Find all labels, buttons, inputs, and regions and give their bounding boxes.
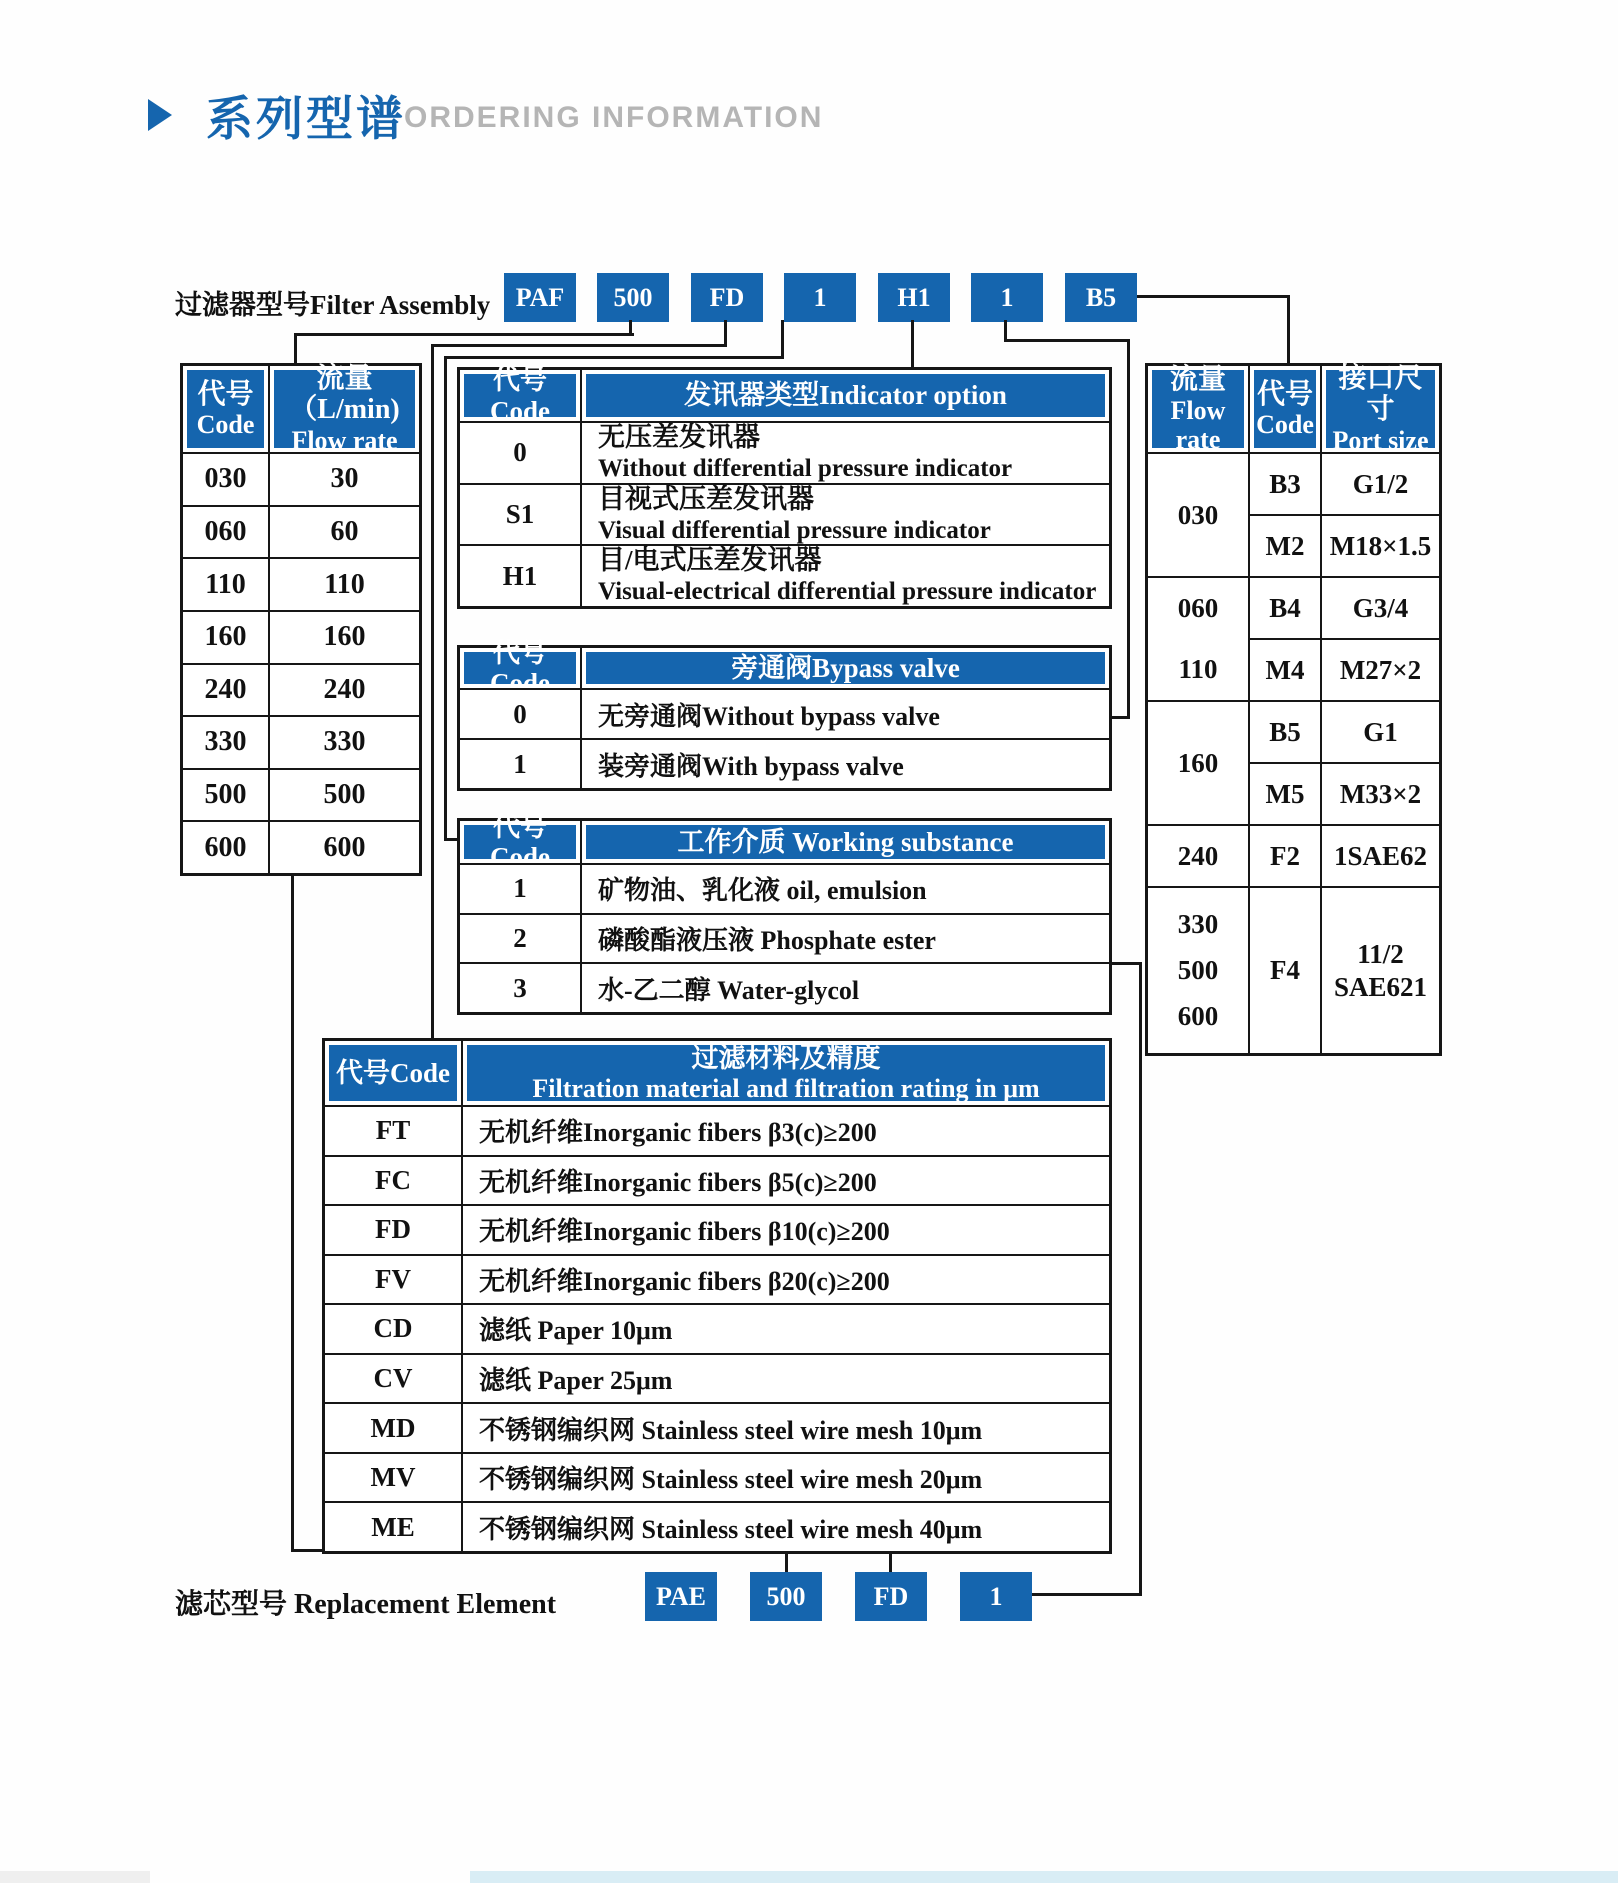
table-cell: B4	[1248, 576, 1320, 638]
flow-rate-table	[180, 363, 422, 876]
table-cell: ME	[325, 1501, 461, 1551]
table-cell: 500	[183, 768, 268, 821]
table-cell: 矿物油、乳化液 oil, emulsion	[580, 863, 1109, 913]
indicator-option-table	[457, 367, 1112, 609]
table-cell: FD	[325, 1204, 461, 1254]
table-cell: 240	[183, 663, 268, 716]
table-cell: 330	[268, 715, 419, 768]
table-cell: 无旁通阀Without bypass valve	[580, 688, 1109, 738]
connector-element-substance	[1139, 962, 1142, 1596]
assembly-code-bypass: 1	[971, 273, 1043, 322]
table-cell: 目/电式压差发讯器 Visual-electrical differential pressure indicator	[580, 544, 1109, 606]
filter-assembly-label-en: Filter Assembly	[310, 290, 491, 320]
table-cell: M27×2	[1320, 638, 1439, 700]
connector-filtration	[431, 347, 434, 1040]
filtration-material-table	[322, 1038, 1112, 1554]
connector-flow	[294, 336, 297, 365]
footer-strip-blue	[470, 1871, 1618, 1883]
table-cell: 1	[460, 863, 580, 913]
connector-bypass	[1127, 339, 1130, 719]
assembly-code-port: B5	[1065, 273, 1137, 322]
table-cell: 1SAE62	[1320, 824, 1439, 886]
connector-element-substance	[1110, 962, 1142, 965]
table-cell: 目视式压差发讯器 Visual differential pressure indicator	[580, 483, 1109, 545]
port-table-header-port: 接口尺寸 Port size	[1320, 366, 1439, 452]
table-cell: 无机纤维Inorganic fibers β3(c)≥200	[461, 1105, 1109, 1155]
connector-indicator	[911, 320, 914, 369]
table-cell: 30	[268, 452, 419, 505]
table-cell: B3	[1248, 452, 1320, 514]
connector-bypass	[1110, 716, 1130, 719]
filtration-table-header-title: 过滤材料及精度 Filtration material and filtration rating in μm	[461, 1041, 1109, 1105]
element-code-filtration: FD	[855, 1572, 927, 1621]
table-cell: 030	[183, 452, 268, 505]
table-cell: 110	[183, 557, 268, 610]
assembly-code-paf: PAF	[504, 273, 576, 322]
table-cell: 装旁通阀With bypass valve	[580, 738, 1109, 788]
section-arrow-icon	[148, 99, 172, 131]
table-cell: 600	[268, 820, 419, 873]
table-cell: FV	[325, 1254, 461, 1304]
connector-bypass	[1004, 339, 1130, 342]
replacement-element-label	[175, 1582, 556, 1622]
table-cell: F4	[1248, 886, 1320, 1053]
table-cell-flow-group: 240	[1148, 824, 1248, 886]
table-cell-flow-group: 160	[1148, 700, 1248, 824]
table-cell: G1	[1320, 700, 1439, 762]
bypass-valve-table	[457, 637, 1112, 791]
table-cell: 水-乙二醇 Water-glycol	[580, 962, 1109, 1012]
table-cell: 不锈钢编织网 Stainless steel wire mesh 20μm	[461, 1452, 1109, 1502]
table-cell: 60	[268, 505, 419, 558]
filtration-table-header-code: 代号Code	[325, 1041, 461, 1105]
indicator-table-header-title: 发讯器类型Indicator option	[580, 370, 1109, 421]
table-cell: MV	[325, 1452, 461, 1502]
port-size-table	[1145, 363, 1442, 1056]
element-code-pae: PAE	[645, 1572, 717, 1621]
table-cell: 2	[460, 913, 580, 963]
table-cell: M4	[1248, 638, 1320, 700]
table-cell: 不锈钢编织网 Stainless steel wire mesh 10μm	[461, 1402, 1109, 1452]
table-cell: 0	[460, 688, 580, 738]
table-cell: F2	[1248, 824, 1320, 886]
connector-substance	[444, 356, 784, 359]
port-table-header-flow: 流量 Flow rate	[1148, 366, 1248, 452]
table-cell-flow-group: 330 500 600	[1148, 886, 1248, 1053]
connector-element-flow	[291, 876, 294, 1552]
element-code-flow: 500	[750, 1572, 822, 1621]
table-cell: 无机纤维Inorganic fibers β20(c)≥200	[461, 1254, 1109, 1304]
table-cell: 500	[268, 768, 419, 821]
connector-port	[1137, 295, 1290, 298]
assembly-code-flow: 500	[597, 273, 669, 322]
table-cell: 无压差发讯器 Without differential pressure indicator	[580, 421, 1109, 483]
table-cell: 11/2 SAE621	[1320, 886, 1439, 1053]
table-cell: 0	[460, 421, 580, 483]
table-cell: 无机纤维Inorganic fibers β5(c)≥200	[461, 1155, 1109, 1205]
connector-filtration	[431, 344, 727, 347]
table-cell: 160	[183, 610, 268, 663]
connector-element-substance	[1030, 1593, 1142, 1596]
table-cell: M33×2	[1320, 762, 1439, 824]
table-cell: MD	[325, 1402, 461, 1452]
table-cell: M5	[1248, 762, 1320, 824]
footer-strip-gray	[0, 1871, 150, 1883]
table-cell: 160	[268, 610, 419, 663]
filter-assembly-label	[175, 283, 490, 322]
table-cell: 3	[460, 962, 580, 1012]
table-cell: CV	[325, 1353, 461, 1403]
port-table-header-code: 代号 Code	[1248, 366, 1320, 452]
substance-table-header-code: 代号Code	[460, 821, 580, 863]
table-cell: 无机纤维Inorganic fibers β10(c)≥200	[461, 1204, 1109, 1254]
table-cell: 330	[183, 715, 268, 768]
connector-element-filtration	[889, 1552, 892, 1574]
flow-table-header-flow: 流量（L/min) Flow rate	[268, 366, 419, 452]
table-cell: 240	[268, 663, 419, 716]
connector-flow	[294, 333, 634, 336]
table-cell: G1/2	[1320, 452, 1439, 514]
table-cell: H1	[460, 544, 580, 606]
table-cell: 600	[183, 820, 268, 873]
table-cell: M18×1.5	[1320, 514, 1439, 576]
table-cell-flow-group: 060 110	[1148, 576, 1248, 700]
table-cell: M2	[1248, 514, 1320, 576]
table-cell: 磷酸酯液压液 Phosphate ester	[580, 913, 1109, 963]
element-code-substance: 1	[960, 1572, 1032, 1621]
bypass-table-header-code: 代号Code	[460, 648, 580, 688]
table-cell: B5	[1248, 700, 1320, 762]
connector-substance	[781, 320, 784, 359]
table-cell: G3/4	[1320, 576, 1439, 638]
connector-filtration	[724, 320, 727, 347]
page-title: 系列型谱	[206, 92, 406, 145]
flow-table-header-code: 代号 Code	[183, 366, 268, 452]
working-substance-table	[457, 811, 1112, 1015]
substance-table-header-title: 工作介质 Working substance	[580, 821, 1109, 863]
table-cell-flow-group: 030	[1148, 452, 1248, 576]
assembly-code-filtration: FD	[691, 273, 763, 322]
replacement-element-label-zh: 滤芯型号	[175, 1589, 288, 1620]
table-cell: FC	[325, 1155, 461, 1205]
table-cell: 060	[183, 505, 268, 558]
table-cell: FT	[325, 1105, 461, 1155]
table-cell: S1	[460, 483, 580, 545]
indicator-table-header-code: 代号Code	[460, 370, 580, 421]
table-cell: CD	[325, 1303, 461, 1353]
page-subtitle: ORDERING INFORMATION	[404, 101, 824, 134]
connector-port	[1287, 295, 1290, 365]
table-cell: 不锈钢编织网 Stainless steel wire mesh 40μm	[461, 1501, 1109, 1551]
connector-substance	[444, 359, 447, 841]
assembly-code-substance: 1	[784, 273, 856, 322]
assembly-code-indicator: H1	[878, 273, 950, 322]
table-cell: 110	[268, 557, 419, 610]
table-cell: 1	[460, 738, 580, 788]
table-cell: 滤纸 Paper 25μm	[461, 1353, 1109, 1403]
table-cell: 滤纸 Paper 10μm	[461, 1303, 1109, 1353]
bypass-table-header-title: 旁通阀Bypass valve	[580, 648, 1109, 688]
filter-assembly-label-zh: 过滤器型号	[175, 290, 310, 320]
replacement-element-label-en: Replacement Element	[294, 1589, 557, 1620]
